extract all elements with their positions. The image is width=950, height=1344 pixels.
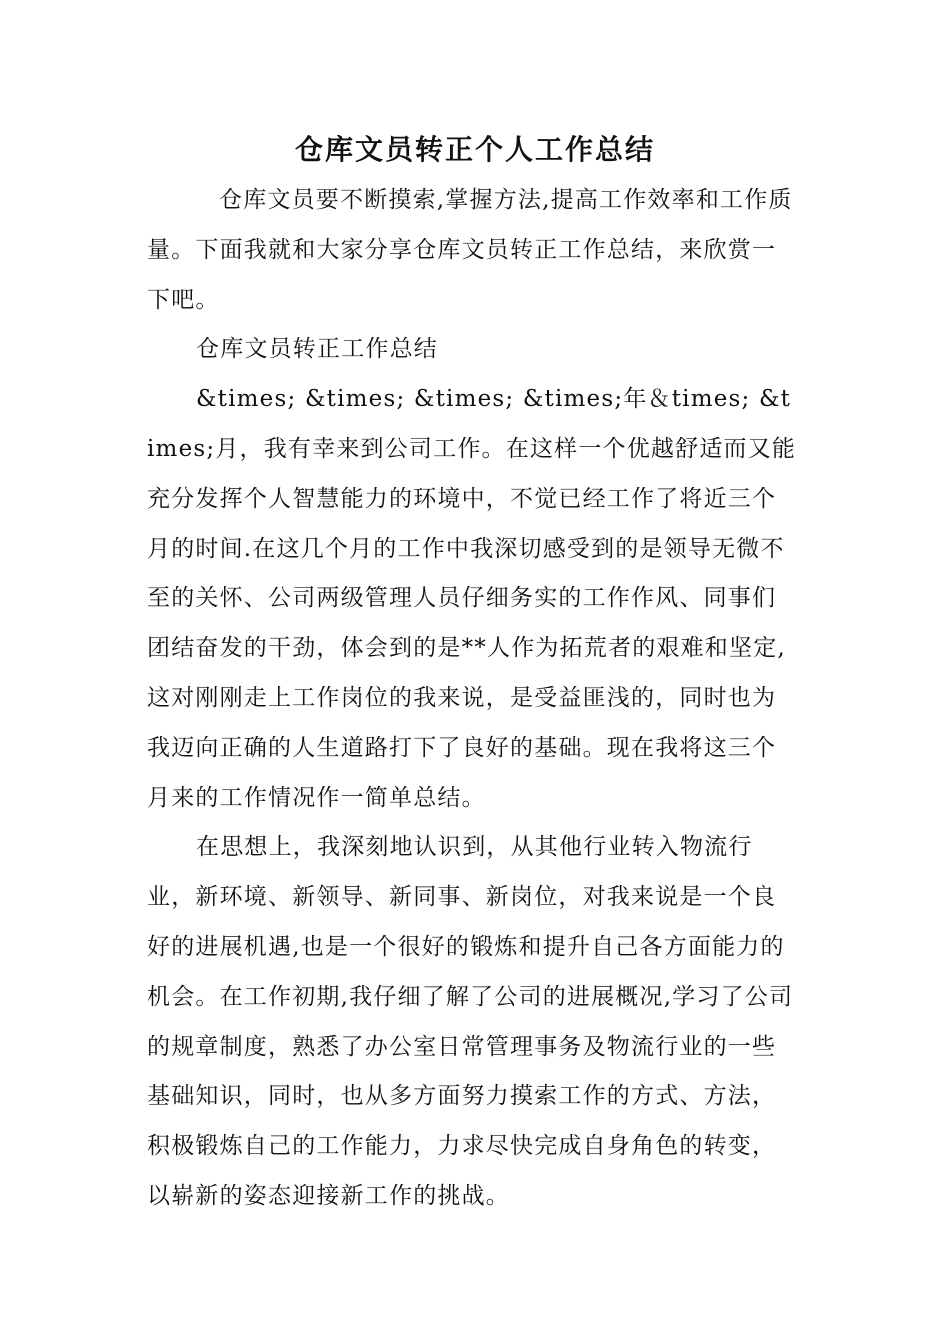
section-heading: 仓库文员转正工作总结 bbox=[196, 336, 438, 363]
intro-paragraph: 仓库文员要不断摸索,掌握方法,提高工作效率和工作质量。下面我就和大家分享仓库文员转正工作总结，来欣赏一下吧。 bbox=[147, 187, 793, 313]
document-title: 仓库文员转正个人工作总结 bbox=[294, 133, 655, 166]
body-paragraph-2: 在思想上，我深刻地认识到，从其他行业转入物流行业，新环境、新领导、新同事、新岗位，对我来说是一个良好的进展机遇,也是一个很好的锻炼和提升自己各方面能力的机会。在工作初期,我仔细了解了公司的进展概况,学习了公司的规章制度，熟悉了办公室日常管理事务及物流行业的一些基础知识，同时，也从多方面努力摸索工作的方式、方法，积极锻炼自己的工作能力，力求尽快完成自身角色的转变，以崭新的姿态迎接新工作的挑战。 bbox=[147, 834, 794, 1209]
body-paragraph-1: &times; &times; &times; &times;年＆times; &times;月，我有幸来到公司工作。在这样一个优越舒适而又能充分发挥个人智慧能力的环境中，不觉已经工作了将近三个月的时间.在这几个月的工作中我深切感受到的是领导无微不至的关怀、公司两级管理人员仔细务实的工作作风、同事们团结奋发的干劲，体会到的是**人作为拓荒者的艰难和坚定,这对刚刚走上工作岗位的我来说，是受益匪浅的，同时也为我迈向正确的人生道路打下了良好的基础。现在我将这三个月来的工作情况作一简单总结。 bbox=[147, 386, 797, 811]
document-body bbox=[147, 176, 797, 1222]
